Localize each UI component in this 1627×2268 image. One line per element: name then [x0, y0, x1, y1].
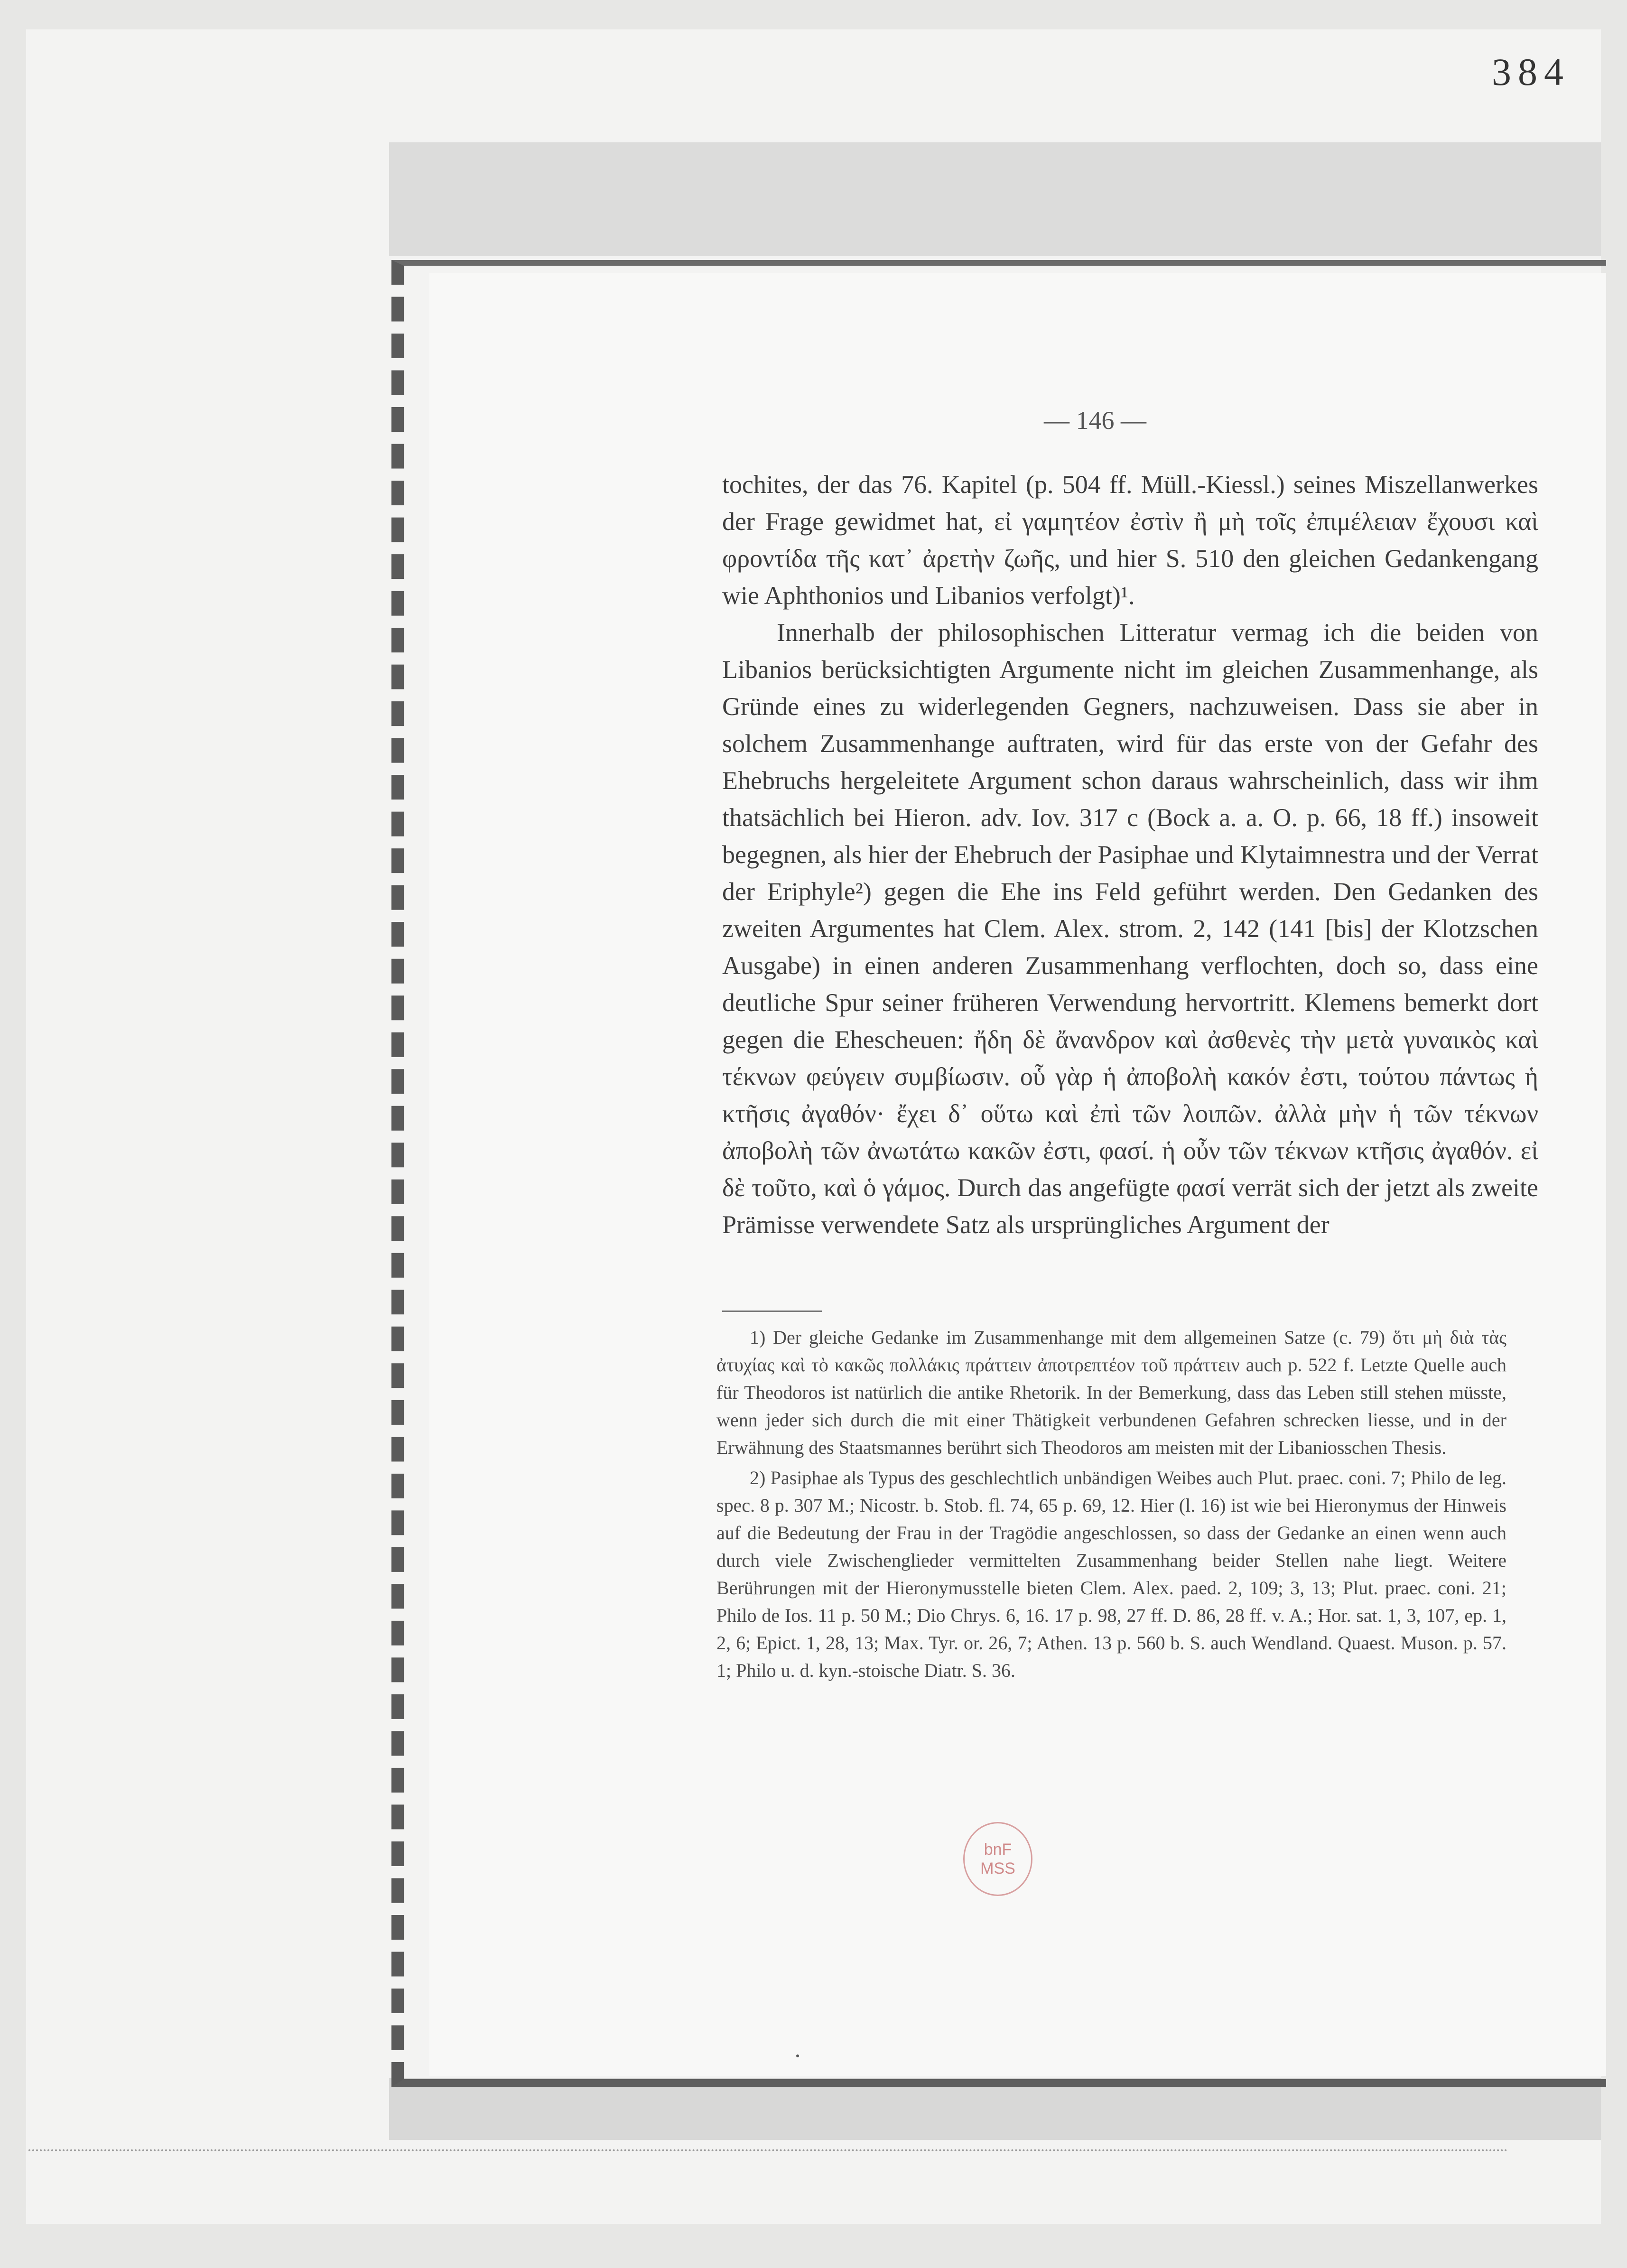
- photocopy-shadow-top: [389, 142, 1601, 256]
- scan-artifact: [28, 2149, 1508, 2161]
- folio-number: 384: [1492, 50, 1570, 93]
- footnote-1: 1) Der gleiche Gedanke im Zusammenhange mit dem allgemeinen Satze (c. 79) ὅτι μὴ διὰ τὰς ἀτυχίας καὶ τὸ κακῶς πολλάκις πράττειν ἀποτρεπτέον τοῦ πράττειν auch p. 522 f. Letzte Quelle auch für Theodoros ist natürlich die antike Rhetorik. In der Bemerkung, dass das Leben still stehen müsste, wenn jeder sich durch die mit einer Thätigkeit verbundenen Gefahren schrecken liesse, und in der Erwähnung des Staatsmannes berührt sich Theodoros am meisten mit der Libaniosschen Thesis.: [716, 1327, 1506, 1458]
- footnote-2: 2) Pasiphae als Typus des geschlechtlich unbändigen Weibes auch Plut. praec. coni. 7; Philo de leg. spec. 8 p. 307 M.; Nicostr. b. Stob. fl. 74, 65 p. 69, 12. Hier (l. 16) ist wie bei Hieronymus der Hinweis auf die Bedeutung der Frau in der Tragödie angeschlossen, so dass der Gedanke an einen wenn auch durch viele Zwischenglieder vermittelten Zusammenhang beider Stellen nahe liegt. Weitere Berührungen mit der Hieronymusstelle bieten Clem. Alex. paed. 2, 109; 3, 13; Plut. praec. coni. 21; Philo de Ios. 11 p. 50 M.; Dio Chrys. 6, 16. 17 p. 98, 27 ff. D. 86, 28 ff. v. A.; Hor. sat. 1, 3, 107, ep. 1, 2, 6; Epict. 1, 28, 13; Max. Tyr. or. 26, 7; Athen. 13 p. 560 b. S. auch Wendland. Quaest. Muson. p. 57. 1; Philo u. d. kyn.-stoische Diatr. S. 36.: [716, 1467, 1506, 1681]
- footnotes: [716, 1324, 1506, 1687]
- paragraph-2: Innerhalb der philosophischen Litteratur vermag ich die beiden von Libanios berücksichtigten Argumente nicht im gleichen Zusammenhange, als Gründe eines zu widerlegenden Gegners, nachzuweisen. Dass sie aber in solchem Zusammenhange auftraten, wird für das erste von der Gefahr des Ehebruchs hergeleitete Argument schon daraus wahrscheinlich, dass wir ihm thatsächlich bei Hieron. adv. Iov. 317 c (Bock a. a. O. p. 66, 18 ff.) insoweit begegnen, als hier der Ehebruch der Pasiphae und Klytaimnestra und der Verrat der Eriphyle²) gegen die Ehe ins Feld geführt werden. Den Gedanken des zweiten Argumentes hat Clem. Alex. strom. 2, 142 (141 [bis] der Klotzschen Ausgabe) in einen anderen Zusammenhang verflochten, doch so, dass eine deutliche Spur seiner früheren Verwendung hervortritt. Klemens bemerkt dort gegen die Ehescheuen: ἤδη δὲ ἄνανδρον καὶ ἀσθενὲς τὴν μετὰ γυναικὸς καὶ τέκνων φεύγειν συμβίωσιν. οὗ γὰρ ἡ ἀποβολὴ κακόν ἐστι, τούτου πάντως ἡ κτῆσις ἀγαθόν· ἔχει δ᾽ οὕτω καὶ ἐπὶ τῶν λοιπῶν. ἀλλὰ μὴν ἡ τῶν τέκνων ἀποβολὴ τῶν ἀνωτάτω κακῶν ἐστι, φασί. ἡ οὖν τῶν τέκνων κτῆσις ἀγαθόν. εἰ δὲ τοῦτο, καὶ ὁ γάμος. Durch das angefügte φασί verrät sich der jetzt als zweite Prämisse verwendete Satz als ursprüngliches Argument der: [722, 618, 1538, 1239]
- footnote-divider: [722, 1311, 822, 1312]
- page-number: — 146 —: [1044, 406, 1146, 435]
- paragraph-1: tochites, der das 76. Kapitel (p. 504 ff. Müll.-Kiessl.) seines Miszellanwerkes der Frage gewidmet hat, εἰ γαμητέον ἐστὶν ἢ μὴ τοῖς ἐπιμέλειαν ἔχουσι καὶ φροντίδα τῆς κατ᾽ ἀρετὴν ζωῆς, und hier S. 510 den gleichen Gedankengang wie Aphthonios und Libanios verfolgt)¹.: [722, 470, 1538, 610]
- stamp-line-1: bnF: [984, 1840, 1012, 1859]
- speck: [796, 2054, 799, 2057]
- main-text: [722, 466, 1538, 1243]
- library-stamp: [963, 1822, 1032, 1896]
- stamp-line-2: MSS: [980, 1859, 1015, 1878]
- photocopy-shadow-bottom: [389, 2078, 1601, 2140]
